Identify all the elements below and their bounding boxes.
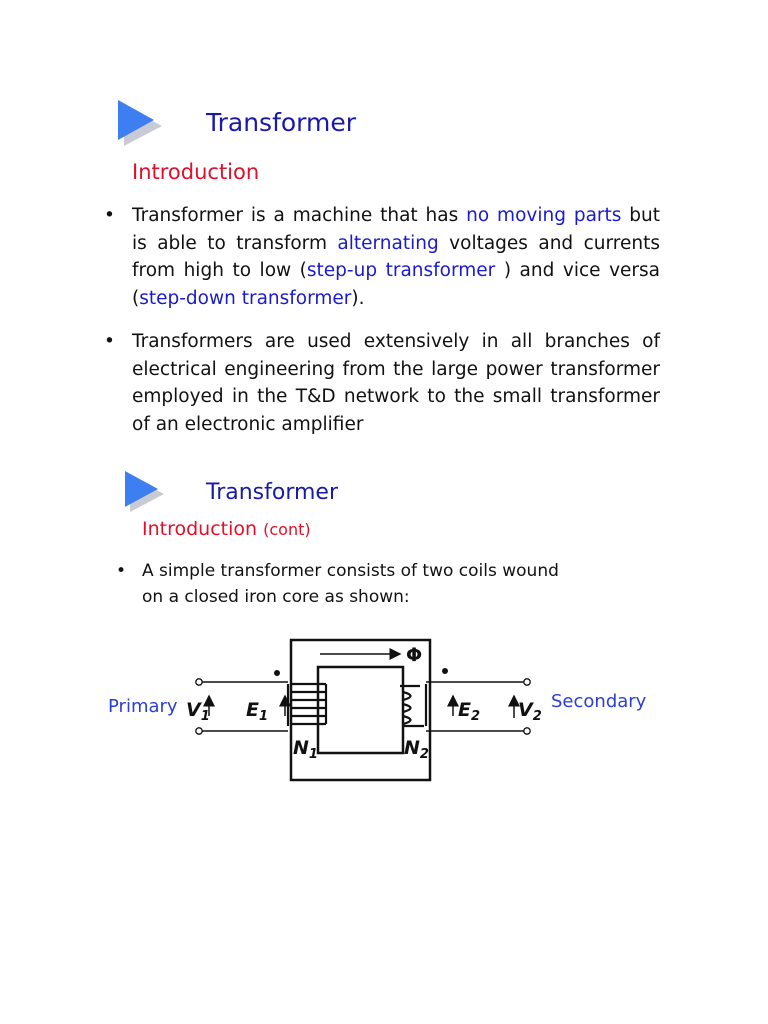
v1-label: $V_1$ [186, 699, 210, 724]
highlight-term: step-down transformer [139, 287, 352, 309]
text-run: but is able to transform [132, 205, 661, 254]
highlight-term: no moving parts [466, 205, 622, 226]
highlight-term: step-up transformer [306, 260, 496, 281]
text-run: voltages and currents from high to low ( [132, 232, 660, 281]
text-run: ). [351, 287, 365, 309]
bullet-list [104, 202, 660, 438]
primary-terminal [196, 679, 202, 685]
highlight-term: alternating [337, 232, 439, 254]
slide-title: Transformer [206, 108, 357, 137]
secondary-terminal [524, 728, 530, 734]
primary-label: Primary [108, 696, 178, 717]
section-heading-text: Introduction [142, 518, 258, 540]
section-heading: Introduction [132, 160, 260, 184]
play-arrow-icon [120, 468, 170, 514]
bullet-dot: • [116, 561, 127, 581]
text-run: Transformer is a machine that has [132, 205, 467, 226]
bullet-dot: • [104, 331, 115, 352]
bullet-text [132, 202, 660, 312]
secondary-label: Secondary [551, 691, 647, 712]
polarity-dot [274, 670, 280, 676]
bullet-line: on a closed iron core as shown: [142, 587, 410, 607]
n2-label: $N_2$ [404, 737, 429, 762]
play-arrow-icon [112, 96, 168, 148]
slide-title: Transformer [206, 480, 339, 505]
list-item [104, 202, 660, 312]
text-run: ) and vice versa ( [132, 260, 660, 309]
primary-terminal [196, 728, 202, 734]
iron-core-inner [318, 667, 403, 753]
primary-coil [288, 684, 326, 726]
polarity-dot [442, 668, 448, 674]
list-item [104, 328, 660, 438]
flux-symbol: Φ [406, 644, 423, 666]
e1-label: $E_1$ [246, 699, 269, 724]
section-heading-suffix: (cont) [263, 520, 311, 539]
secondary-terminal [524, 679, 530, 685]
v2-label: $V_2$ [518, 699, 542, 724]
bullet-dot: • [104, 205, 115, 226]
transformer-diagram [180, 630, 550, 790]
e2-label: $E_2$ [458, 699, 481, 724]
bullet-text [132, 328, 660, 438]
text-run: Transformers are used extensively in all branches of electrical engineering from the large power transformer employed in the T&D network to the small transformer of an electronic amplifier [132, 331, 660, 435]
section-heading [142, 518, 311, 540]
n1-label: $N_1$ [293, 737, 318, 762]
bullet-line: A simple transformer consists of two coils wound [142, 561, 559, 581]
